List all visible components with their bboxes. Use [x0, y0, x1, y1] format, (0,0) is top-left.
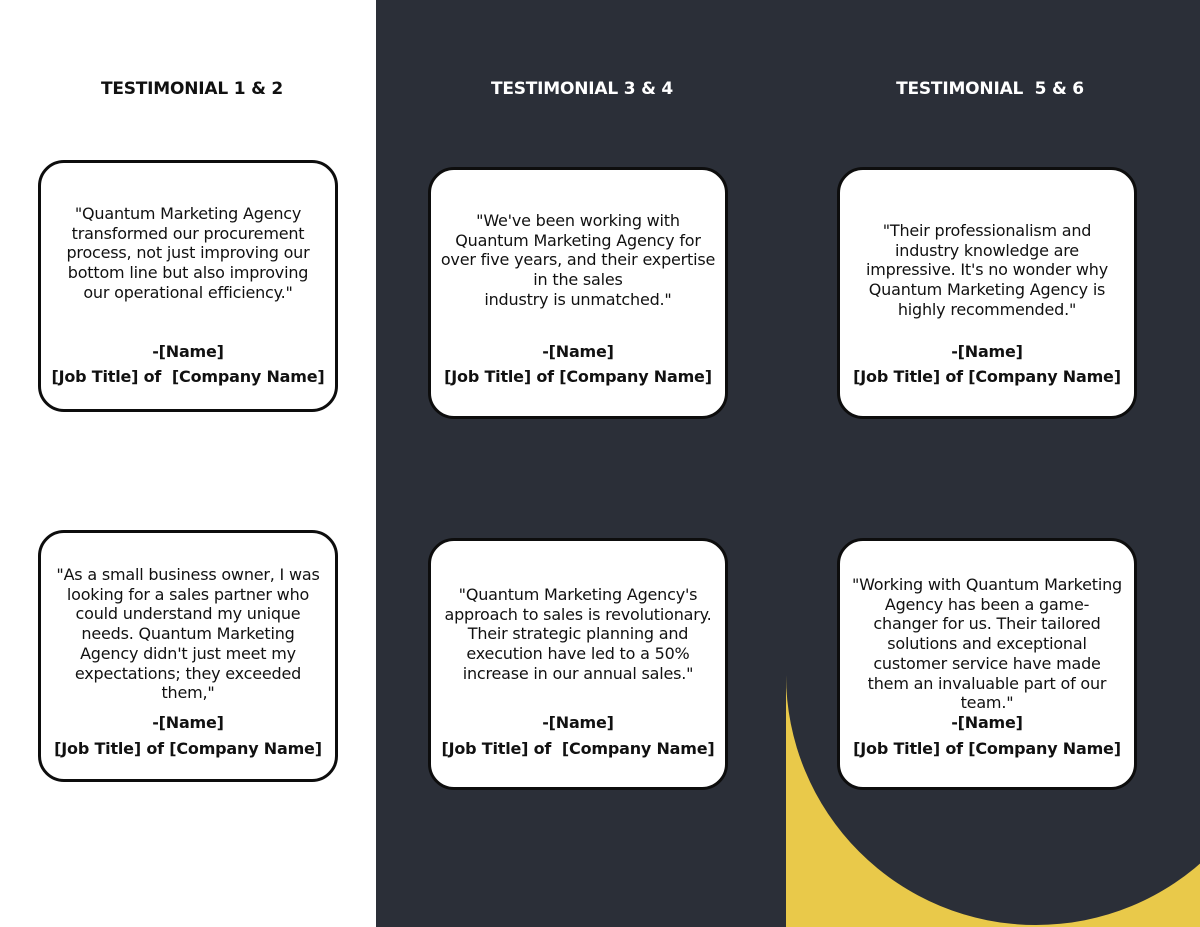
testimonial-quote: "Quantum Marketing Agency transformed our procurement process, not just improving our bottom line but also improving our operational efficiency." — [66, 204, 310, 302]
testimonial-author-name: -[Name] — [951, 713, 1023, 732]
testimonial-author-job: [Job Title] of [Company Name] — [853, 367, 1121, 386]
testimonial-author-job: [Job Title] of [Company Name] — [853, 739, 1121, 758]
testimonial-quote: "Working with Quantum Marketing Agency has been a game- changer for us. Their tailored solutions and exceptional customer service have made them an invaluable part of our team." — [851, 575, 1123, 713]
testimonial-author-name: -[Name] — [152, 713, 224, 732]
testimonial-author-job: [Job Title] of [Company Name] — [54, 739, 322, 758]
testimonial-author-job: [Job Title] of [Company Name] — [444, 367, 712, 386]
testimonial-author-name: -[Name] — [951, 342, 1023, 361]
testimonial-author-name: -[Name] — [542, 342, 614, 361]
testimonial-card-2 — [38, 530, 338, 782]
testimonial-author-name: -[Name] — [152, 342, 224, 361]
column-heading-testimonial-1-2: TESTIMONIAL 1 & 2 — [100, 79, 284, 99]
testimonial-card-4 — [428, 538, 728, 790]
column-heading-testimonial-3-4: TESTIMONIAL 3 & 4 — [490, 79, 674, 99]
column-heading-testimonial-5-6: TESTIMONIAL 5 & 6 — [896, 79, 1084, 99]
testimonial-card-5 — [837, 167, 1137, 419]
testimonial-author-name: -[Name] — [542, 713, 614, 732]
testimonial-card-6 — [837, 538, 1137, 790]
testimonial-quote: "Quantum Marketing Agency's approach to sales is revolutionary. Their strategic planning and execution have led to a 50% increase in our annual sales." — [444, 585, 712, 683]
testimonial-author-job: [Job Title] of [Company Name] — [51, 367, 325, 386]
testimonial-card-3 — [428, 167, 728, 419]
testimonial-card-1 — [38, 160, 338, 412]
testimonial-author-job: [Job Title] of [Company Name] — [441, 739, 715, 758]
testimonial-quote: "Their professionalism and industry knowledge are impressive. It's no wonder why Quantum Marketing Agency is highly recommended." — [865, 221, 1109, 319]
testimonial-quote: "We've been working with Quantum Marketing Agency for over five years, and their expertise in the sales industry is unmatched." — [440, 211, 716, 309]
testimonial-quote: "As a small business owner, I was looking for a sales partner who could understand my unique needs. Quantum Marketing Agency didn't just meet my expectations; they exceeded them," — [56, 565, 320, 703]
